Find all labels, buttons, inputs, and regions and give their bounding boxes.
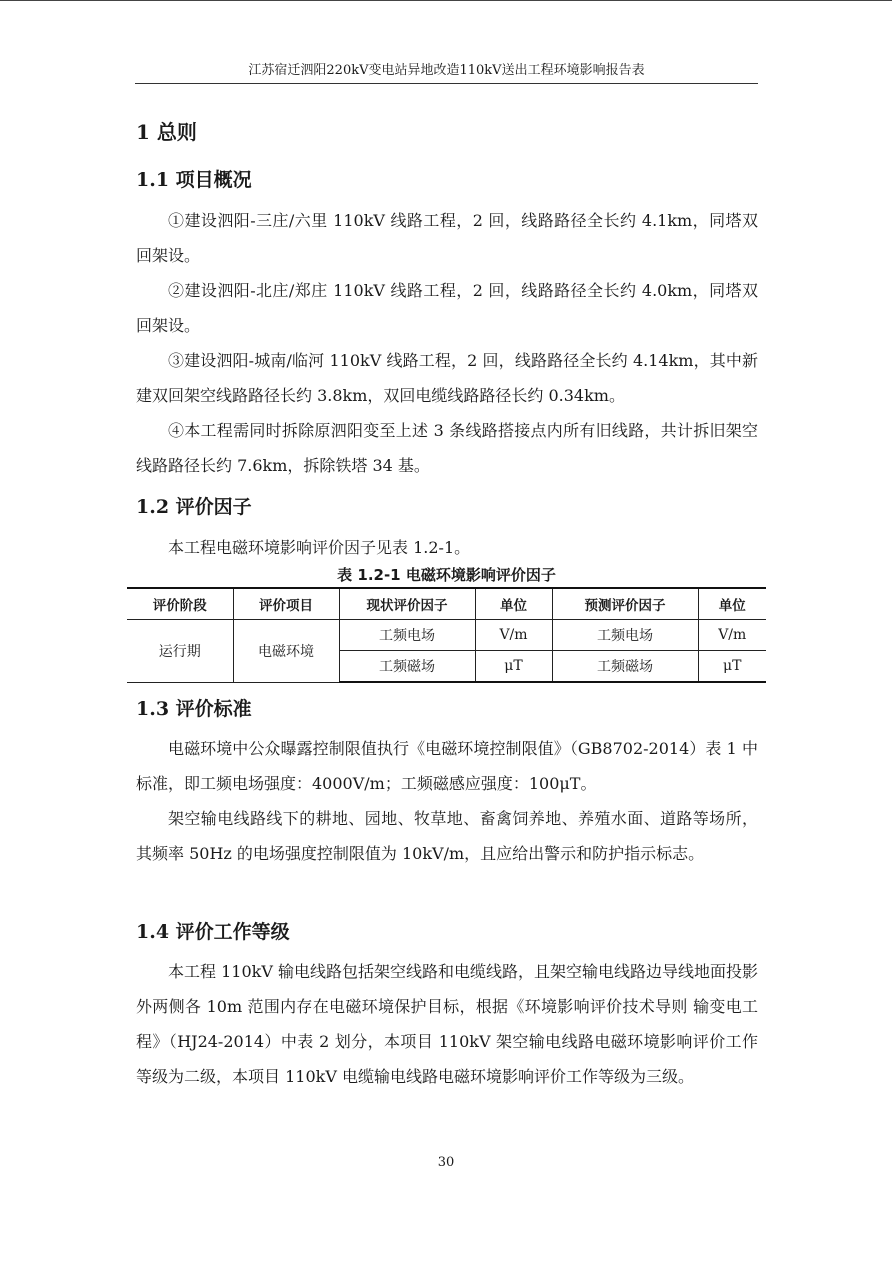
table-cell: μT (475, 651, 552, 683)
table-caption: 表 1.2-1 电磁环境影响评价因子 (337, 566, 556, 584)
paragraph-standards-2: 架空输电线路线下的耕地、园地、牧草地、畜禽饲养地、养殖水面、道路等场所，其频率 50Hz 的电场强度控制限值为 10kV/m，且应给出警示和防护指示标志。 (136, 809, 758, 863)
table-cell: V/m (475, 620, 552, 651)
page-number: 30 (437, 1155, 455, 1170)
table-header-cell: 预测评价因子 (552, 588, 698, 620)
section-heading-standards: 1.3 评价标准 (136, 698, 252, 720)
section-heading-overview: 1.1 项目概况 (136, 169, 252, 191)
table-header-cell: 单位 (698, 588, 766, 620)
table-cell: V/m (698, 620, 766, 651)
paragraph-overview-2: ②建设泗阳-北庄/郑庄 110kV 线路工程，2 回，线路路径全长约 4.0km，同塔双回架设。 (136, 281, 758, 335)
paragraph-overview-4: ④本工程需同时拆除原泗阳变至上述 3 条线路搭接点内所有旧线路，共计拆旧架空线路路径长约 7.6km，拆除铁塔 34 基。 (136, 421, 758, 475)
table-cell-stage: 运行期 (127, 620, 233, 683)
table-row (127, 620, 766, 651)
running-header: 江苏宿迁泗阳220kV变电站异地改造110kV送出工程环境影响报告表 (135, 62, 758, 84)
table-cell: μT (698, 651, 766, 683)
paragraph-factors-1: 本工程电磁环境影响评价因子见表 1.2-1。 (168, 538, 471, 557)
table-cell-item: 电磁环境 (233, 620, 339, 683)
table-header-cell: 现状评价因子 (339, 588, 475, 620)
table-cell: 工频电场 (552, 620, 698, 651)
table-header-row (127, 588, 766, 620)
section-heading-factors: 1.2 评价因子 (136, 496, 252, 518)
table-header-cell: 评价阶段 (127, 588, 233, 620)
factors-table (127, 587, 766, 683)
table-header-cell: 单位 (475, 588, 552, 620)
table-cell: 工频磁场 (552, 651, 698, 683)
table-cell: 工频电场 (339, 620, 475, 651)
table-header-cell: 评价项目 (233, 588, 339, 620)
section-heading-grade: 1.4 评价工作等级 (136, 921, 290, 943)
paragraph-overview-3: ③建设泗阳-城南/临河 110kV 线路工程，2 回，线路路径全长约 4.14km，其中新建双回架空线路路径长约 3.8km，双回电缆线路路径长约 0.34km。 (136, 351, 758, 405)
table-cell: 工频磁场 (339, 651, 475, 683)
paragraph-overview-1: ①建设泗阳-三庄/六里 110kV 线路工程，2 回，线路路径全长约 4.1km，同塔双回架设。 (136, 211, 758, 265)
top-border-line (0, 0, 892, 1)
paragraph-grade-1: 本工程 110kV 输电线路包括架空线路和电缆线路，且架空输电线路边导线地面投影外两侧各 10m 范围内存在电磁环境保护目标，根据《环境影响评价技术导则 输变电工程》（HJ24-2014）中表 2 划分，本项目 110kV 架空输电线路电磁环境影响评价工作等级为二级，本项目 110kV 电缆输电线路电磁环境影响评价工作等级为三级。 (136, 962, 758, 1086)
chapter-title: 1 总则 (136, 120, 197, 144)
paragraph-standards-1: 电磁环境中公众曝露控制限值执行《电磁环境控制限值》（GB8702-2014）表 1 中标准，即工频电场强度：4000V/m；工频磁感应强度：100μT。 (136, 739, 758, 793)
